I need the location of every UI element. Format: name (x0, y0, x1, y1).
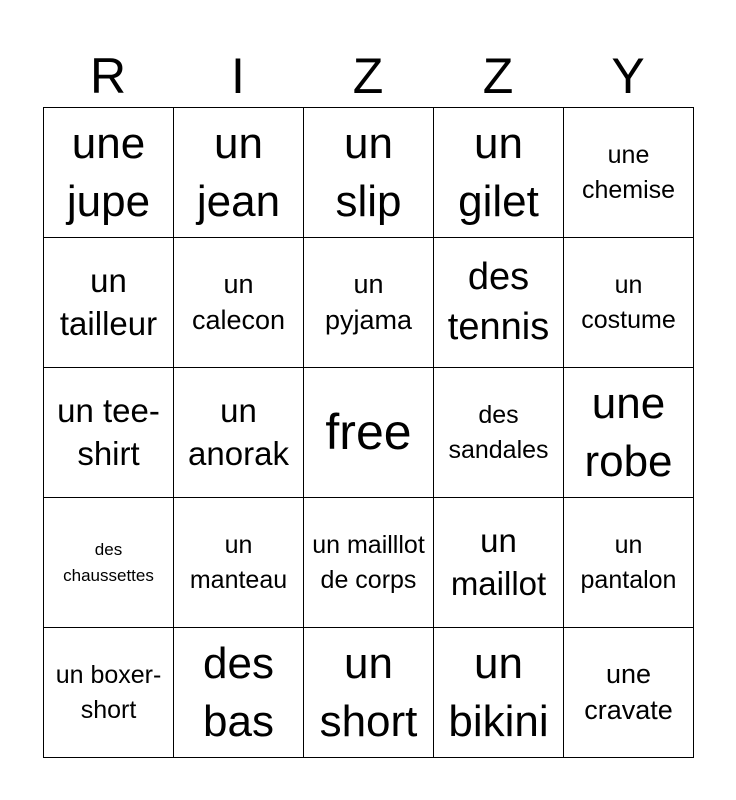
cell-label: une cravate (584, 659, 673, 725)
cell-label: un boxer-short (55, 660, 162, 724)
cell-label: des sandales (448, 400, 549, 464)
header-letter-y: Y (611, 48, 645, 104)
bingo-cell[interactable] (303, 107, 434, 238)
bingo-header (43, 45, 693, 107)
bingo-board (43, 107, 693, 757)
cell-label: une robe (584, 379, 673, 486)
cell-label: un costume (581, 270, 676, 334)
cell-label: un maillot (450, 521, 547, 602)
bingo-cell[interactable] (43, 367, 174, 498)
bingo-cell[interactable] (173, 367, 304, 498)
cell-label: un gilet (458, 119, 539, 226)
cell-label: des bas (203, 639, 274, 746)
cell-label: un anorak (188, 391, 289, 472)
bingo-cell[interactable] (433, 107, 564, 238)
bingo-cell[interactable] (563, 367, 694, 498)
bingo-cell[interactable] (43, 107, 174, 238)
header-letter-r: R (89, 48, 127, 104)
bingo-cell[interactable] (563, 107, 694, 238)
cell-label: des chaussettes (63, 540, 154, 585)
cell-label: un short (319, 639, 418, 746)
bingo-cell[interactable] (43, 237, 174, 368)
cell-label: une jupe (66, 119, 151, 226)
cell-label: un slip (335, 119, 402, 226)
bingo-cell[interactable] (433, 627, 564, 758)
bingo-cell[interactable] (173, 627, 304, 758)
bingo-cell[interactable] (563, 627, 694, 758)
cell-label: un mailllot de corps (312, 530, 425, 594)
bingo-cell[interactable] (433, 367, 564, 498)
header-letter-z1: Z (352, 48, 384, 104)
bingo-free-cell[interactable] (303, 367, 434, 498)
header-letter-z2: Z (482, 48, 514, 104)
bingo-cell[interactable] (173, 497, 304, 628)
cell-label: un calecon (191, 269, 286, 335)
bingo-cell[interactable] (433, 497, 564, 628)
bingo-cell[interactable] (563, 497, 694, 628)
bingo-cell[interactable] (563, 237, 694, 368)
cell-label: un pyjama (324, 269, 413, 335)
cell-label: un tee-shirt (57, 391, 160, 472)
bingo-cell[interactable] (303, 237, 434, 368)
cell-label: des tennis (447, 256, 550, 348)
cell-label: un tailleur (59, 261, 158, 342)
cell-label: un bikini (448, 639, 549, 746)
bingo-cell[interactable] (303, 627, 434, 758)
bingo-cell[interactable] (303, 497, 434, 628)
cell-label: un manteau (189, 530, 288, 594)
cell-label: un jean (196, 119, 281, 226)
free-space-label: free (325, 404, 412, 460)
bingo-cell[interactable] (433, 237, 564, 368)
cell-label: un pantalon (580, 530, 677, 594)
bingo-cell[interactable] (173, 237, 304, 368)
bingo-cell[interactable] (173, 107, 304, 238)
bingo-cell[interactable] (43, 627, 174, 758)
bingo-cell[interactable] (43, 497, 174, 628)
header-letter-i: I (231, 48, 245, 104)
cell-label: une chemise (581, 140, 676, 204)
